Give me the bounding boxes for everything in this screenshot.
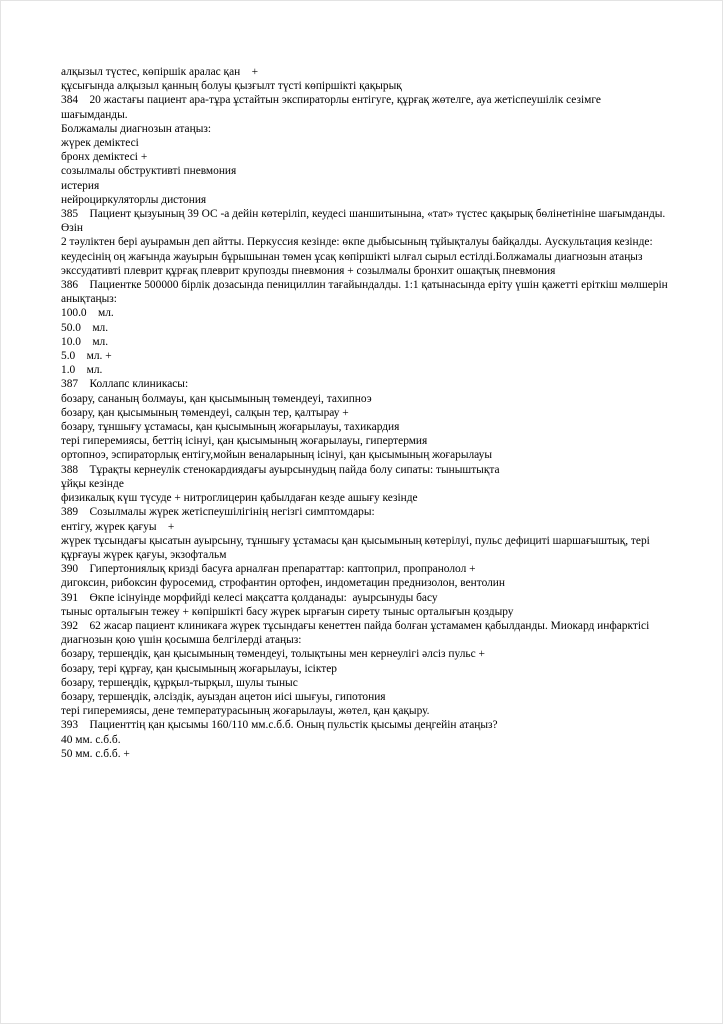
text-line: 40 мм. с.б.б. (61, 733, 121, 746)
text-line: 50 мм. с.б.б. + (61, 747, 130, 760)
text-line: бозару, тері құрғау, қан қысымының жоғарылауы, ісіктер (61, 662, 337, 675)
text-line: 385 Пациент қызуының 39 ОС -а дейін көтеріліп, кеудесі шаншитынына, «тат» түстес қақырық бөлінетініне шағымданды. Өзін (61, 208, 669, 235)
text-line: 50.0 мл. (61, 321, 109, 334)
text-line: бозару, қан қысымының төмендеуі, салқын тер, қалтырау + (61, 406, 349, 419)
text-line: 388 Тұрақты кернеулік стенокардиядағы ауырсынудың пайда болу сипаты: тыныштықта (61, 463, 500, 476)
text-line: тері гиперемиясы, дене температурасының жоғарылауы, жөтел, қан қақыру. (61, 705, 430, 718)
text-line: физикалық күш түсуде + нитроглицерин қабылдаған кезде ашығу кезінде (61, 492, 418, 505)
text-line: ентігу, жүрек қағуы + (61, 520, 175, 533)
text-line: 2 тәуліктен бері ауырамын деп айтты. Перкуссия кезінде: өкпе дыбысының тұйықталуы байқалды. Аускультация кезінде: (61, 236, 653, 249)
text-line: 389 Созылмалы жүрек жетіспеушілігінің негізгі симптомдары: (61, 506, 375, 519)
text-line: анықтаңыз: (61, 293, 117, 306)
text-line: истерия (61, 179, 100, 192)
text-line: ұйқы кезінде (61, 477, 124, 490)
text-line: жүрек тұсындағы қысатын ауырсыну, тұншығу ұстамасы қан қысымының көтерілуі, пульс дефициті шаршағыштық, тері (61, 534, 650, 547)
text-line: созылмалы обструктивті пневмония (61, 165, 237, 178)
text-line: диагнозын қою үшін қосымша белгілерді атаңыз: (61, 634, 302, 647)
text-line: 390 Гипертониялық кризді басуға арналған препараттар: каптоприл, пропранолол + (61, 563, 476, 576)
text-line: 387 Коллапс клиникасы: (61, 378, 189, 391)
text-line: бозару, тершеңдік, құрқыл-тырқыл, шулы тыныс (61, 676, 298, 689)
text-line: 1.0 мл. (61, 364, 103, 377)
text-line: 386 Пациентке 500000 бірлік дозасында пенициллин тағайындалды. 1:1 қатынасында еріту үшін қажетті еріткіш мөлшерін (61, 279, 668, 292)
text-line: бозару, тершеңдік, қан қысымының төмендеуі, толықтыны мен кернеулігі әлсіз пульс + (61, 648, 485, 661)
text-line: 393 Пациенттің қан қысымы 160/110 мм.с.б.б. Оның пульстік қысымы деңгейін атаңыз? (61, 719, 498, 732)
text-line: 10.0 мл. (61, 335, 109, 348)
text-line: тыныс орталығын тежеу + көпіршікті басу жүрек ырғағын сирету тыныс орталығын қоздыру (61, 605, 514, 618)
text-line: тері гиперемиясы, беттің ісінуі, қан қысымының жоғарылауы, гипертермия (61, 435, 428, 448)
text-line: 100.0 мл. (61, 307, 114, 320)
text-line: құрғауы жүрек қағуы, экзофтальм (61, 548, 227, 561)
text-line: бронх деміктесі + (61, 151, 148, 164)
text-line: экссудативті плеврит құрғақ плеврит крупозды пневмония + созылмалы бронхит ошақтық пневмония (61, 264, 556, 277)
text-line: 5.0 мл. + (61, 350, 112, 363)
text-line: бозару, сананың болмауы, қан қысымының төмендеуі, тахипноэ (61, 392, 372, 405)
text-line: 384 20 жастағы пациент ара-тұра ұстайтын экспираторлы ентігуге, құрғақ жөтелге, ауа жетіспеушілік сезімге шағымданды. (61, 94, 604, 121)
text-line: дигоксин, рибоксин фуросемид, строфантин ортофен, индометацин преднизолон, вентолин (61, 577, 505, 590)
text-line: нейроциркуляторлы дистония (61, 193, 207, 206)
text-line: 391 Өкпе ісінуінде морфийді келесі мақсатта қолданады: ауырсынуды басу (61, 591, 438, 604)
text-line: Болжамалы диагнозын атаңыз: (61, 122, 212, 135)
text-line: ортопноэ, эспираторлық ентігу,мойын веналарының ісінуі, қан қысымының жоғарылауы (61, 449, 493, 462)
text-line: 392 62 жасар пациент клиникаға жүрек тұсындағы кенеттен пайда болған ұстамамен қабылданды. Миокард инфарктісі (61, 619, 650, 632)
text-line: құсығында алқызыл қанның болуы қызғылт түсті көпіршікті қақырық (61, 80, 402, 93)
text-line: кеудесінің оң жағында жауырын бұрышынан төмен ұсақ көпіршікті ылғал сырыл естілді.Болжамалы диагнозын атаңыз (61, 250, 643, 263)
text-line: жүрек деміктесі (61, 137, 139, 150)
text-line: бозару, тұншығу ұстамасы, қан қысымының жоғарылауы, тахикардия (61, 421, 400, 434)
text-line: бозару, тершеңдік, әлсіздік, ауыздан ацетон иісі шығуы, гипотония (61, 690, 386, 703)
document-text-block (61, 65, 670, 761)
text-line: алқызыл түстес, көпіршік аралас қан + (61, 66, 259, 78)
